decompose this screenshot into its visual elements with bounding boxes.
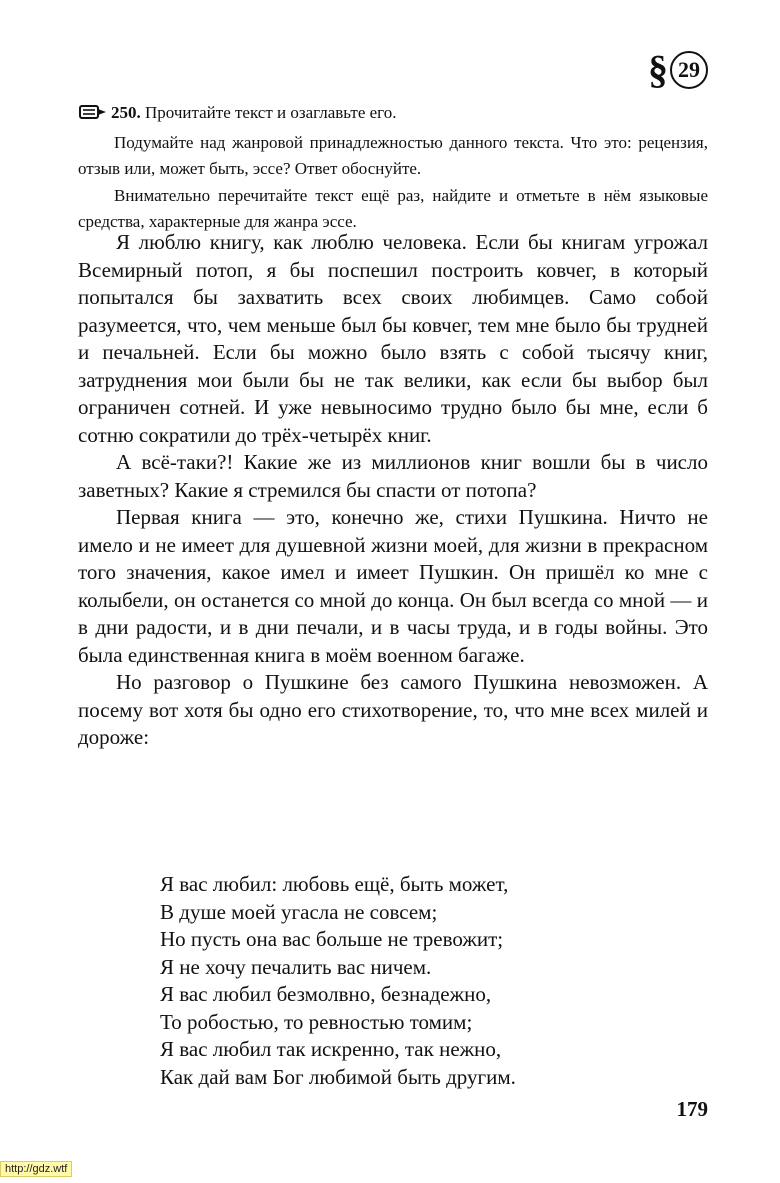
task-block [78, 100, 708, 236]
poem-line: Но пусть она вас больше не тревожит; [160, 927, 504, 951]
page-number: 179 [676, 1097, 708, 1121]
section-sign: § [648, 47, 668, 92]
paragraph-4: Но разговор о Пушкине без самого Пушкина невозможен. А посему вот хотя бы одно его стихотворение, то, что мне всех милей и дороже: [78, 670, 708, 749]
task-line-1: Прочитайте текст и озаглавьте его. [145, 103, 397, 122]
poem [160, 871, 680, 1091]
pencil-notebook-icon [78, 103, 108, 130]
section-number-badge: 29 [670, 51, 708, 89]
poem-line: Я вас любил: любовь ещё, быть может, [160, 872, 509, 896]
task-line-2: Подумайте над жанровой принадлежностью данного текста. Что это: рецензия, отзыв или, может быть, эссе? Ответ обоснуйте. [78, 132, 708, 178]
paragraph-2: А всё-таки?! Какие же из миллионов книг вошли бы в число заветных? Какие я стремился бы спасти от потопа? [78, 450, 708, 502]
poem-line: То робостью, то ревностью томим; [160, 1009, 473, 1034]
paragraph-3: Первая книга — это, конечно же, стихи Пушкина. Ничто не имело и не имеет для душевной жизни моей, для жизни в прекрасном того значения, какое имел и имеет Пушкин. Он пришёл ко мне с колыбели, он останется со мной до конца. Он был всегда со мной — и в дни радости, и в дни печали, и в часы труда, и в годы войны. Это была единственная книга в моём военном багаже. [78, 505, 708, 667]
task-line-3: Внимательно перечитайте текст ещё раз, найдите и отметьте в нём языковые средства, характерные для жанра эссе. [78, 185, 708, 231]
site-watermark-link[interactable]: http://gdz.wtf [0, 1161, 72, 1177]
paragraph-1: Я люблю книгу, как люблю человека. Если бы книгам угрожал Всемирный потоп, я бы поспешил построить ковчег, в который попытался бы захватить всех своих любимцев. Само собой разумеется, что, чем меньше был бы ковчег, тем мне было бы трудней и печальней. Если бы можно было взять с собой тысячу книг, затруднения мои были бы не так велики, как если бы выбор был ограничен сотней. И уже невыносимо трудно было бы мне, если б сотню сократили до трёх-четырёх книг. [78, 230, 708, 447]
poem-line: Я не хочу печалить вас ничем. [160, 954, 432, 979]
poem-line: В душе моей угасла не совсем; [160, 899, 438, 924]
poem-line: Я вас любил так искренно, так нежно, [160, 1037, 502, 1061]
task-number: 250. [111, 103, 141, 122]
poem-line: Как дай вам Бог любимой быть другим. [160, 1064, 516, 1089]
essay-text [78, 229, 708, 752]
section-mark [648, 47, 708, 92]
poem-line: Я вас любил безмолвно, безнадежно, [160, 982, 492, 1006]
task-instruction [78, 100, 708, 130]
